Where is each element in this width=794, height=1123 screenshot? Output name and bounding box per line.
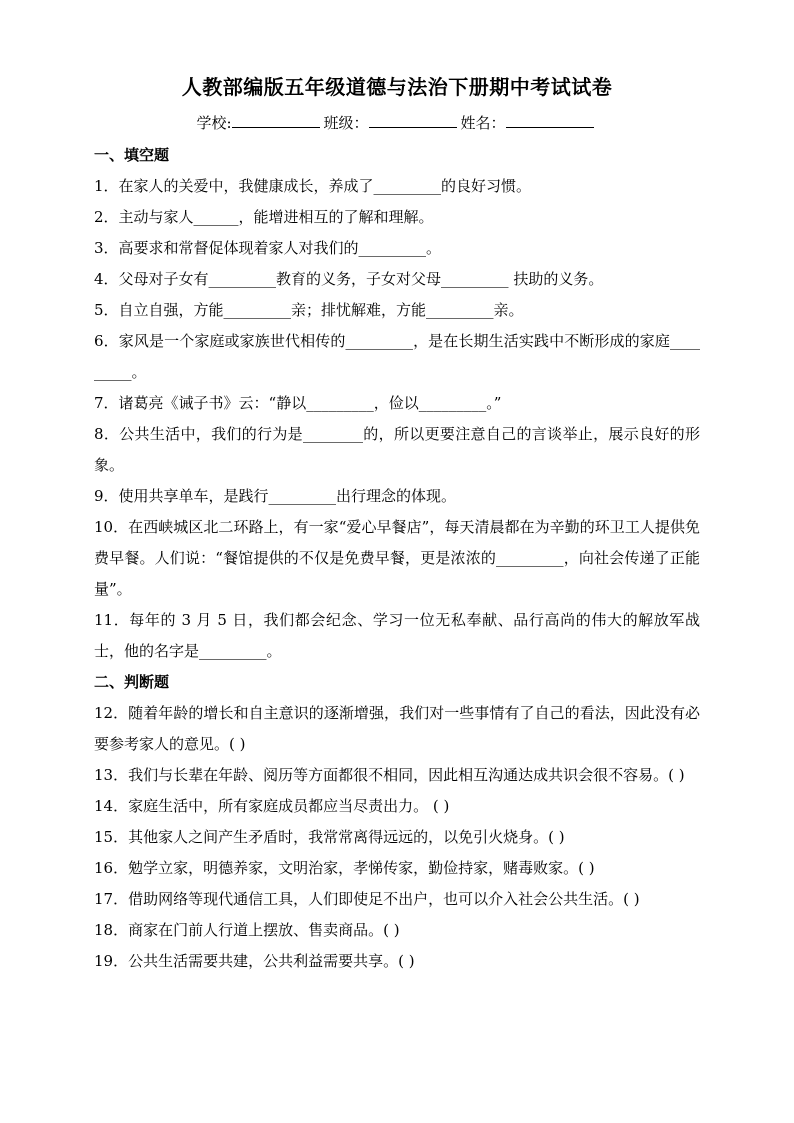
question-10: 10．在西峡城区北二环路上，有一家“爱心早餐店”，每天清晨都在为辛勤的环卫工人提供免费早餐。人们说：“餐馆提供的不仅是免费早餐，更是浓浓的_________，向社会传递了正能量”。 (94, 518, 700, 598)
question-18: 18．商家在门前人行道上摆放、售卖商品。( ) (94, 921, 400, 939)
question-4: 4．父母对子女有_________教育的义务，子女对父母_________ 扶助的义务。 (94, 270, 604, 288)
student-info-row (94, 110, 700, 136)
question-14: 14．家庭生活中，所有家庭成员都应当尽责出力。 ( ) (94, 797, 450, 815)
question-1: 1．在家人的关爱中，我健康成长，养成了_________的良好习惯。 (94, 177, 532, 195)
question-6: 6．家风是一个家庭或家族世代相传的_________，是在长期生活实践中不断形成的家庭_________。 (94, 332, 700, 381)
section-heading: 一、填空题 (94, 146, 170, 164)
section-true-false (94, 667, 700, 977)
name-blank[interactable] (506, 111, 594, 128)
school-blank[interactable] (232, 111, 320, 128)
question-17: 17．借助网络等现代通信工具，人们即使足不出户，也可以介入社会公共生活。( ) (94, 890, 640, 908)
question-5: 5．自立自强，方能_________亲；排忧解难，方能_________亲。 (94, 301, 524, 319)
name-label: 姓名： (460, 114, 506, 132)
question-12: 12．随着年龄的增长和自主意识的逐渐增强，我们对一些事情有了自己的看法，因此没有必要参考家人的意见。( ) (94, 704, 700, 753)
question-7: 7．诸葛亮《诫子书》云：“静以_________，俭以_________。” (94, 394, 502, 412)
question-15: 15．其他家人之间产生矛盾时，我常常离得远远的，以免引火烧身。( ) (94, 828, 565, 846)
question-2: 2．主动与家人______，能增进相互的了解和理解。 (94, 208, 434, 226)
page-title: 人教部编版五年级道德与法治下册期中考试试卷 (181, 75, 613, 99)
class-label: 班级： (323, 114, 369, 132)
exam-page (94, 72, 700, 977)
question-9: 9．使用共享单车，是践行_________出行理念的体现。 (94, 487, 457, 505)
question-3: 3．高要求和常督促体现着家人对我们的_________。 (94, 239, 442, 257)
question-19: 19．公共生活需要共建，公共利益需要共享。( ) (94, 952, 415, 970)
question-13: 13．我们与长辈在年龄、阅历等方面都很不相同，因此相互沟通达成共识会很不容易。( ) (94, 766, 685, 784)
question-16: 16．勉学立家，明德养家，文明治家，孝悌传家，勤俭持家，赌毒败家。( ) (94, 859, 595, 877)
question-11: 11．每年的 3 月 5 日，我们都会纪念、学习一位无私奉献、品行高尚的伟大的解放军战士，他的名字是_________。 (94, 611, 700, 660)
section-fill-in-blank (94, 140, 700, 667)
class-blank[interactable] (369, 111, 457, 128)
school-label: 学校: (196, 114, 232, 132)
question-8: 8．公共生活中，我们的行为是________的，所以更要注意自己的言谈举止，展示良好的形象。 (94, 425, 700, 474)
section-heading: 二、判断题 (94, 673, 170, 691)
